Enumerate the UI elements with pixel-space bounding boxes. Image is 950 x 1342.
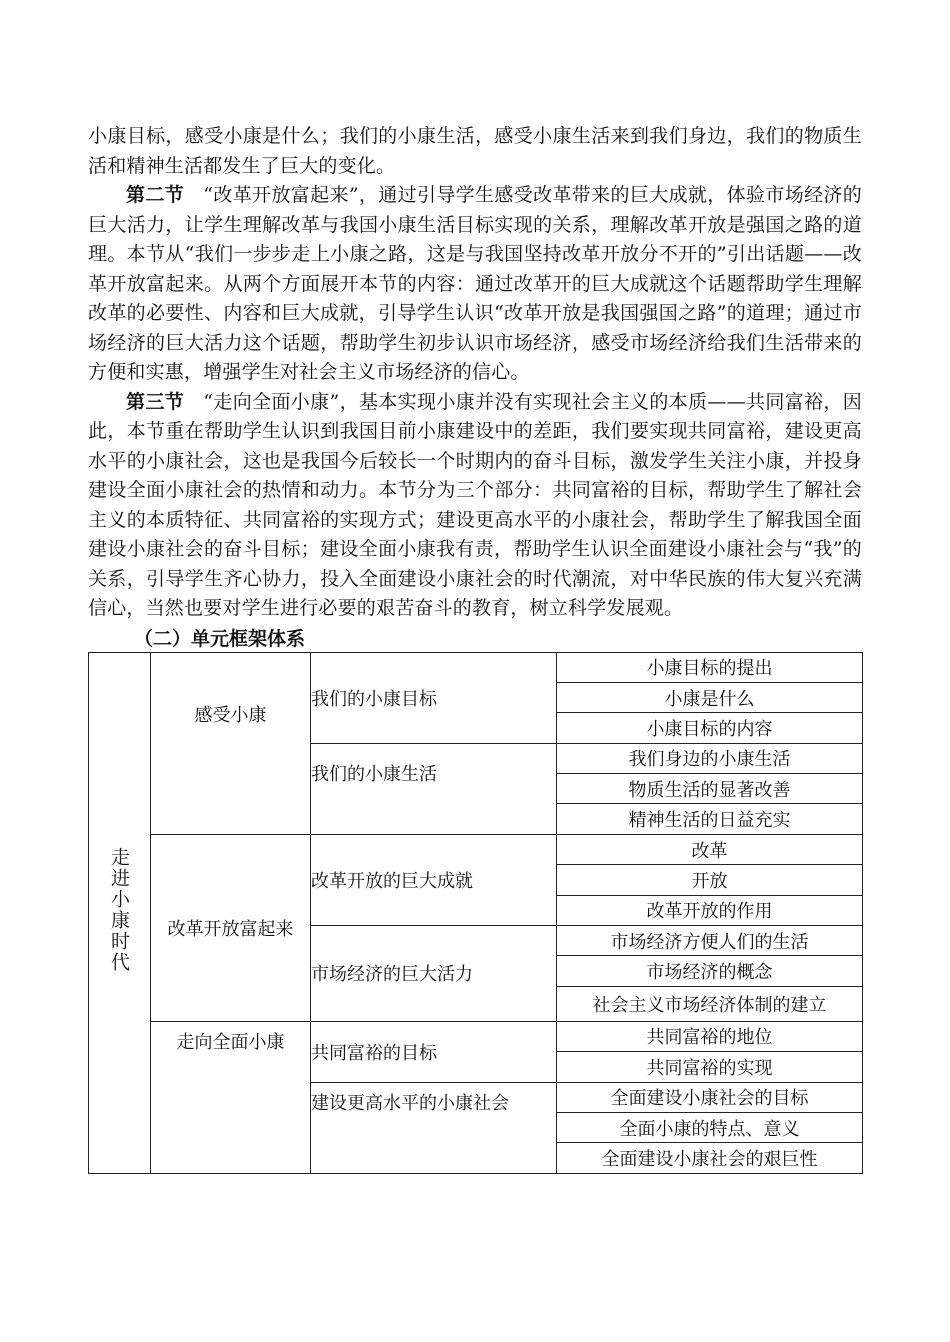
section-3-text: “走向全面小康”，基本实现小康并没有实现社会主义的本质——共同富裕，因此，本节重在帮助学生认识到我国目前小康建设中的差距，我们要实现共同富裕，建设更高水平的小康社会，这也是我国今后较长一个时期内的奋斗目标，激发学生关注小康，并投身建设全面小康社会的热情和动力。本节分为三个部分：共同富裕的目标，帮助学生了解社会主义的本质特征、共同富裕的实现方式；建设更高水平的小康社会，帮助学生了解我国全面建设小康社会的奋斗目标；建设全面小康我有责，帮助学生认识全面建设小康社会与“我”的关系，引导学生齐心协力，投入全面建设小康社会的时代潮流，对中华民族的伟大复兴充满信心，当然也要对学生进行必要的艰苦奋斗的教育，树立科学发展观。 <box>88 390 862 619</box>
topic-cell: 建设更高水平的小康社会 <box>311 1082 557 1173</box>
point-cell: 小康目标的提出 <box>557 652 863 682</box>
point-cell: 市场经济的概念 <box>557 956 863 986</box>
point-cell: 改革开放的作用 <box>557 895 863 925</box>
section-2-paragraph <box>88 181 862 388</box>
point-cell: 共同富裕的实现 <box>557 1052 863 1082</box>
point-cell: 小康是什么 <box>557 682 863 712</box>
framework-heading: （二）单元框架体系 <box>134 627 306 650</box>
topic-cell: 市场经济的巨大活力 <box>311 926 557 1022</box>
point-cell: 全面建设小康社会的艰巨性 <box>557 1143 863 1173</box>
point-cell: 社会主义市场经济体制的建立 <box>557 986 863 1021</box>
topic-cell: 我们的小康生活 <box>311 743 557 834</box>
section-cell: 走向全面小康 <box>151 1021 311 1173</box>
document-page <box>88 122 862 1174</box>
table-row <box>89 652 863 682</box>
unit-title: 走进小康时代 <box>108 847 130 974</box>
topic-cell: 改革开放的巨大成就 <box>311 834 557 925</box>
point-cell: 精神生活的日益充实 <box>557 804 863 834</box>
section-2-label: 第二节 <box>126 184 185 206</box>
intro-paragraph: 小康目标，感受小康是什么；我们的小康生活，感受小康生活来到我们身边，我们的物质生活和精神生活都发生了巨大的变化。 <box>88 125 862 177</box>
point-cell: 全面建设小康社会的目标 <box>557 1082 863 1112</box>
section-2-text: “改革开放富起来”，通过引导学生感受改革带来的巨大成就，体验市场经济的巨大活力，让学生理解改革与我国小康生活目标实现的关系，理解改革开放是强国之路的道理。本节从“我们一步步走上小康之路，这是与我国坚持改革开放分不开的”引出话题——改革开放富起来。从两个方面展开本节的内容：通过改革开的巨大成就这个话题帮助学生理解改革的必要性、内容和巨大成就，引导学生认识“改革开放是我国强国之路”的道理；通过市场经济的巨大活力这个话题，帮助学生初步认识市场经济，感受市场经济给我们生活带来的方便和实惠，增强学生对社会主义市场经济的信心。 <box>88 184 862 383</box>
topic-cell: 我们的小康目标 <box>311 652 557 743</box>
framework-table <box>88 652 863 1174</box>
section-3-label: 第三节 <box>126 390 185 413</box>
point-cell: 全面小康的特点、意义 <box>557 1112 863 1142</box>
topic-cell: 共同富裕的目标 <box>311 1021 557 1082</box>
point-cell: 开放 <box>557 865 863 895</box>
point-cell: 小康目标的内容 <box>557 713 863 743</box>
section-3-paragraph <box>88 388 862 624</box>
table-row <box>89 834 863 864</box>
point-cell: 共同富裕的地位 <box>557 1021 863 1051</box>
point-cell: 市场经济方便人们的生活 <box>557 926 863 956</box>
section-cell: 感受小康 <box>151 652 311 834</box>
point-cell: 物质生活的显著改善 <box>557 774 863 804</box>
point-cell: 我们身边的小康生活 <box>557 743 863 773</box>
section-cell: 改革开放富起来 <box>151 834 311 1021</box>
point-cell: 改革 <box>557 834 863 864</box>
table-row <box>89 1021 863 1051</box>
unit-cell <box>89 652 151 1173</box>
